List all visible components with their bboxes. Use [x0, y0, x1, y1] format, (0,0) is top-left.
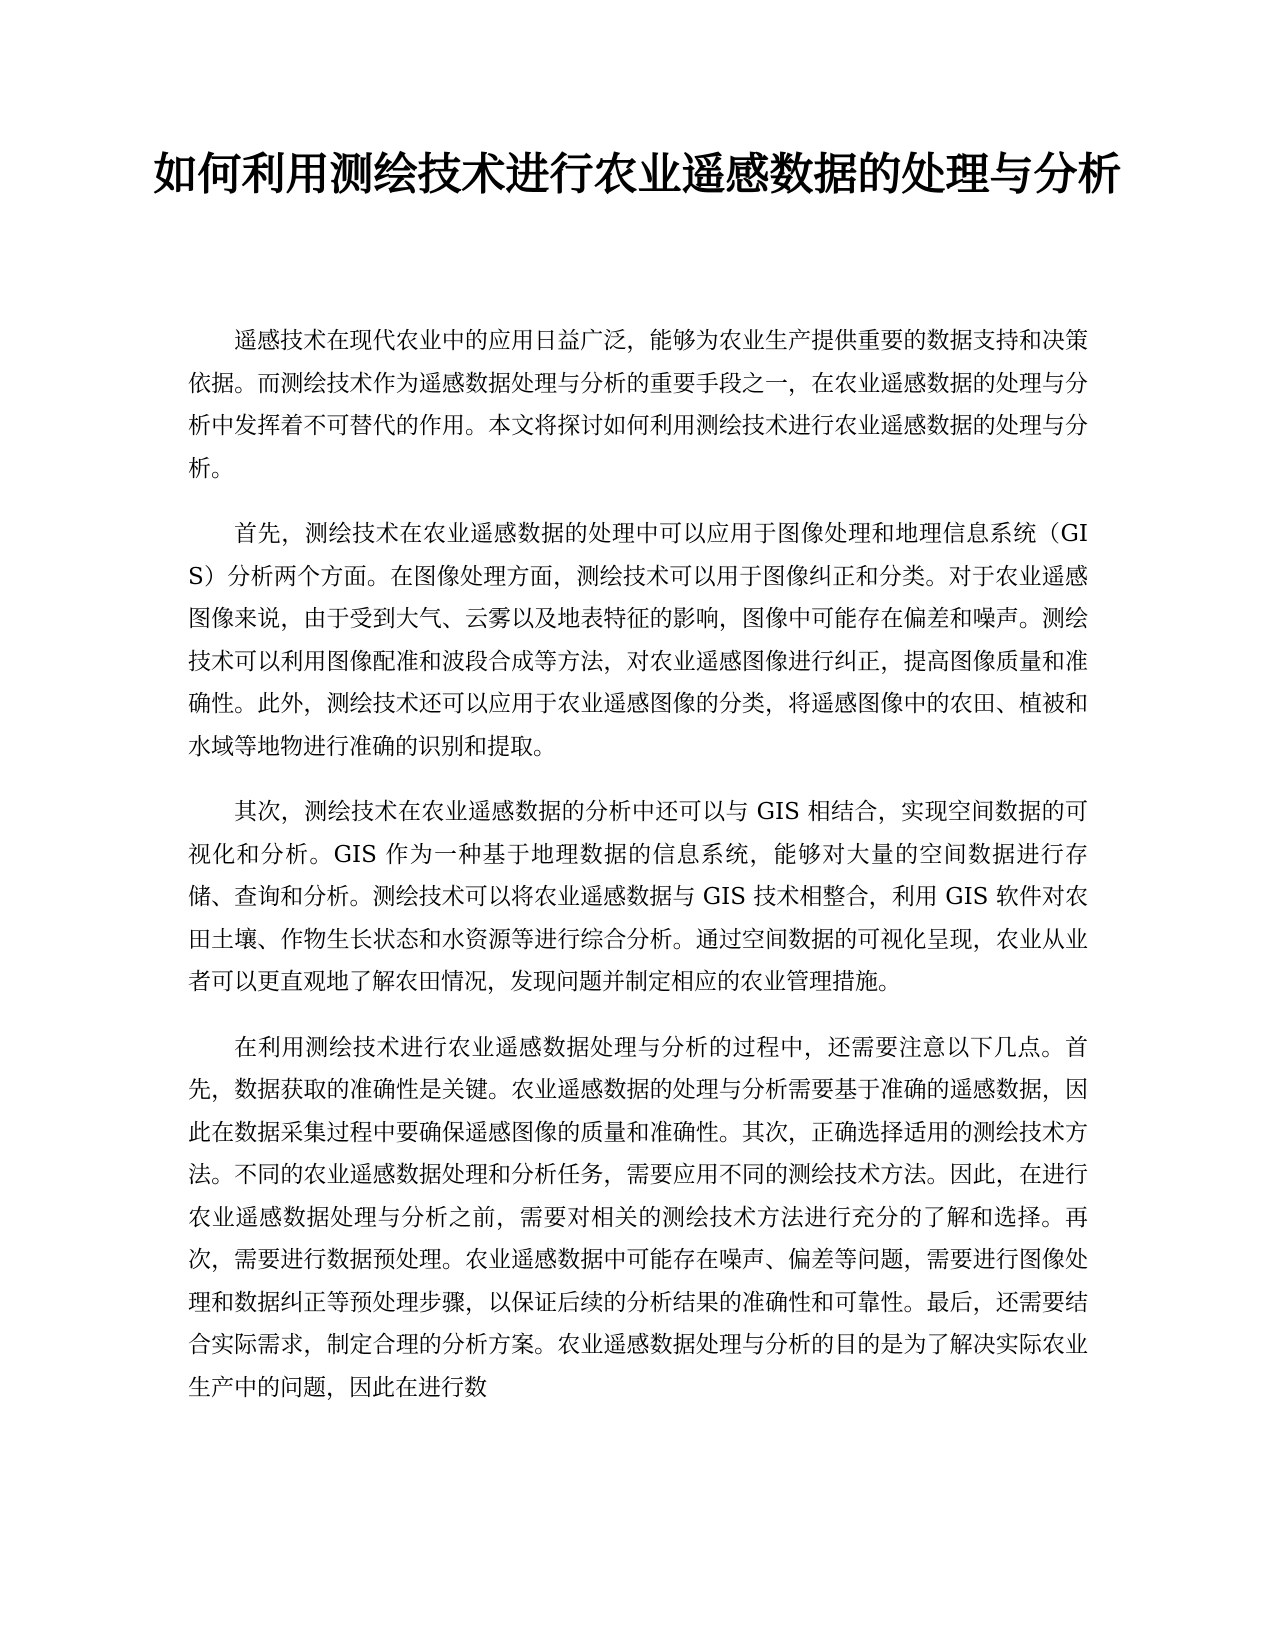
paragraph-4: 在利用测绘技术进行农业遥感数据处理与分析的过程中，还需要注意以下几点。首先，数据获取的准确性是关键。农业遥感数据的处理与分析需要基于准确的遥感数据，因此在数据采集过程中要确保遥感图像的质量和准确性。其次，正确选择适用的测绘技术方法。不同的农业遥感数据处理和分析任务，需要应用不同的测绘技术方法。因此，在进行农业遥感数据处理与分析之前，需要对相关的测绘技术方法进行充分的了解和选择。再次，需要进行数据预处理。农业遥感数据中可能存在噪声、偏差等问题，需要进行图像处理和数据纠正等预处理步骤，以保证后续的分析结果的准确性和可靠性。最后，还需要结合实际需求，制定合理的分析方案。农业遥感数据处理与分析的目的是为了解决实际农业生产中的问题，因此在进行数 [188, 1034, 1088, 1401]
document-body [188, 320, 1088, 1432]
paragraph-1: 遥感技术在现代农业中的应用日益广泛，能够为农业生产提供重要的数据支持和决策依据。而测绘技术作为遥感数据处理与分析的重要手段之一，在农业遥感数据的处理与分析中发挥着不可替代的作用。本文将探讨如何利用测绘技术进行农业遥感数据的处理与分析。 [188, 328, 1088, 482]
paragraph-2: 首先，测绘技术在农业遥感数据的处理中可以应用于图像处理和地理信息系统（GIS）分析两个方面。在图像处理方面，测绘技术可以用于图像纠正和分类。对于农业遥感图像来说，由于受到大气、云雾以及地表特征的影响，图像中可能存在偏差和噪声。测绘技术可以利用图像配准和波段合成等方法，对农业遥感图像进行纠正，提高图像质量和准确性。此外，测绘技术还可以应用于农业遥感图像的分类，将遥感图像中的农田、植被和水域等地物进行准确的识别和提取。 [188, 521, 1088, 760]
document-title: 如何利用测绘技术进行农业遥感数据的处理与分析 [153, 149, 1122, 200]
paragraph-3: 其次，测绘技术在农业遥感数据的分析中还可以与 GIS 相结合，实现空间数据的可视化和分析。GIS 作为一种基于地理数据的信息系统，能够对大量的空间数据进行存储、查询和分析。测绘技术可以将农业遥感数据与 GIS 技术相整合，利用 GIS 软件对农田土壤、作物生长状态和水资源等进行综合分析。通过空间数据的可视化呈现，农业从业者可以更直观地了解农田情况，发现问题并制定相应的农业管理措施。 [188, 799, 1088, 995]
